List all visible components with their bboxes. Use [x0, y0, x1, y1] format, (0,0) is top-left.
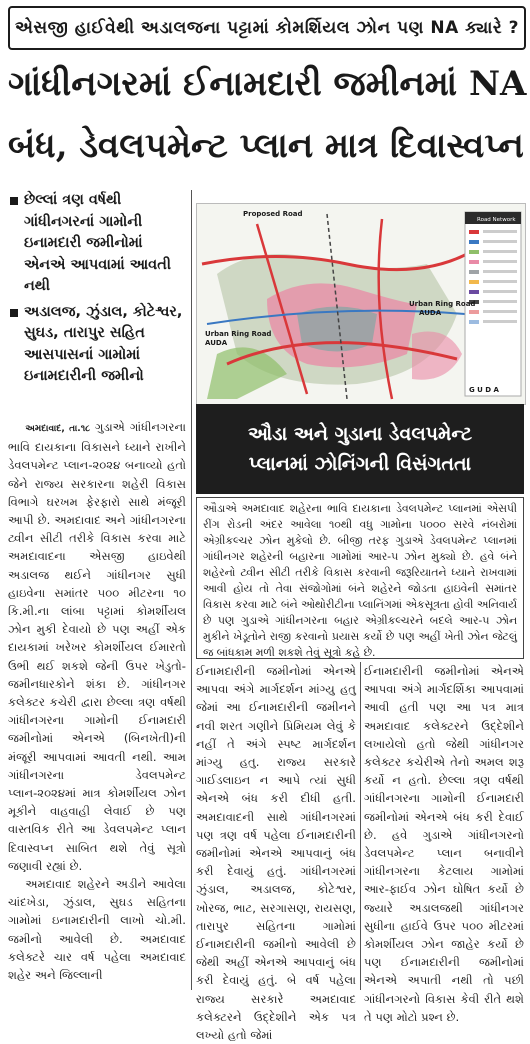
inset-article-box: ઔડાએ અમદાવાદ શહેરના ભાવિ દાયકાના ડેવલપમેન્ટ પ્લાનમાં એસપી રીંગ રોડની અંદર આવેલા ૧૦થી વધુ ગામોના ૫૦૦૦ સરવે નંબરોમાં એગ્રીકલ્ચર ઝોન મુકેલો છે. બીજી તરફ ગુડાએ ડેવલપમેન્ટ પ્લાનમાં ગાંધીનગર શહેરની બહારના ગામોમાં આર-૫ ઝોન મુક્યો છે. હવે બંને શહેરનો ટ્વીન સીટી તરીકે વિકાસ કરવાની જરૂરિયાતને ધ્યાને રાખવામાં આવી હોય તો તેવા સંજોગોમાં બંને શહેરને જોડતા હાઇવેની સમાંતર વિકાસ કરવા માટે બંને ઓથોરીટીના પ્લાનિંગમાં એકસૂત્રતા હોવી અનિવાર્ય છે પણ ગુડાએ ગાંધીનગરના બહાર એગ્રીકલ્ચરને બદલે આર-૫ ઝોન મુકીને ખેડૂતોને રાજી કરવાનો પ્રયાસ કર્યો છે પણ અહીં ખેતી ઝોન જેટલું જ બાંધકામ મળી શકશે તેવું સૂત્રો કહે છે.: [196, 497, 524, 659]
article-paragraph: અમદાવાદ શહેરને અડીને આવેલા ચાંદખેડા, ઝુંડાલ, સુઘડ સહિતના ગામોમાં ઇનામદારીની લાખો ચો.મી. જમીનો આવેલી છે. અમદાવાદ કલેક્ટરે ચાર વર્ષ પહેલા અમદાવાદ શહેર અને જિલ્લાની: [8, 877, 186, 983]
article-paragraph: ઈનામદારીની જમીનોમાં એનએ આપવા અંગે માર્ગદર્શન માંગ્યુ હતુ જેમાં આ ઈનામદારીની જમીનને નવી શરત ગણીને પ્રિમિયમ લેવું કે નહીં તે અંગે સ્પષ્ટ માર્ગદર્શન માંગ્યુ હતુ. રાજ્ય સરકારે ગાઈડલાઇન ન આપે ત્યાં સુધી એનએ બંધ કરી દીધી હતી. અમદાવાદની સાથે ગાંધીનગરમાં પણ ત્રણ વર્ષ પહેલા ઈનામદારીની જમીનોમાં એનએ આપવાનું બંધ કરી દેવાયું હતું. ગાંધીનગરમાં ઝુંડાલ, અડાલજ, કોટેશ્વર, ખોરજ, ભાટ, સરગાસણ, રાયસણ, તારાપુર સહિતના ગામોમાં ઈનામદારીની જમીનો આવેલી છે જેથી અહીં એનએ આપવાનું બંધ કરી દેવાયું હતું. બે વર્ષ પહેલા રાજ્ય સરકારે અમદાવાદ કલેક્ટરને ઉદ્દેશીને એક પત્ર લખ્યો હતો જેમાં: [196, 664, 356, 1043]
article-paragraph: ઈનામદારીની જમીનોમાં એનએ આપવા અંગે માર્ગદર્શિકા આપવામાં આવી હતી પણ આ પત્ર માત્ર અમદાવાદ કલેક્ટરને ઉદ્દેશીને લખાયેલો હતો જેથી ગાંધીનગર કલેક્ટર કચેરીએ તેનો અમલ શરૂ કર્યો ન હતો. છેલ્લા ત્રણ વર્ષથી ગાંધીનગરના ગામોની ઈનામદારી જમીનોમાં એનએ બંધ કરી દેવાઈ છે. હવે ગુડાએ ગાંધીનગરનો ડેવલપમેન્ટ પ્લાન બનાવીને ગાંધીનગરના કેટલાય ગામોમાં આર-ફાઈવ ઝોન ઘોષિત કર્યો છે જ્યારે અડાલજથી ગાંધીનગર સુધીના હાઈવે ઉપર ૫૦૦ મીટરમાં કોમર્શીયલ ઝોન જાહેર કર્યો છે પણ ઈનામદારીની જમીનોમાં એનએ અપાતી નથી તો પછી ગાંધીનગરનો વિકાસ કેવી રીતે થશે તે પણ મોટો પ્રશ્ન છે.: [364, 664, 524, 1024]
bullet-points: [8, 190, 186, 392]
column-divider: [191, 190, 192, 990]
article-column-1: [8, 418, 186, 990]
banner-line2: પ્લાનમાં ઝોનિંગની વિસંગતતા: [248, 453, 472, 475]
development-plan-map: [196, 203, 526, 405]
dateline: અમદાવાદ, તા.૧૮: [25, 424, 91, 434]
banner-line1: ઔડા અને ગુડાના ડેવલપમેન્ટ: [247, 423, 473, 445]
map-urban-ring-road-label: Urban Ring Road: [409, 300, 476, 308]
square-bullet-icon: [10, 309, 18, 317]
map-proposed-road-label: Proposed Road: [243, 210, 303, 218]
column-divider: [360, 662, 361, 990]
kicker-headline: એસજી હાઈવેથી અડાલજના પટ્ટામાં કોમર્શિયલ ઝોન પણ NA ક્યારે ?: [8, 6, 526, 50]
map-auda-label: AUDA: [419, 309, 442, 317]
main-headline-line2: બંધ, ડેવલપમેન્ટ પ્લાન માત્ર દિવાસ્વપ્ન: [8, 126, 524, 166]
bullet-item: [8, 190, 186, 298]
sub-headline-banner: [196, 404, 524, 494]
map-guda-label: G U D A: [469, 386, 499, 394]
article-paragraph: ગુડાએ ગાંધીનગરના ભાવિ દાયકાના વિકાસને ધ્યાને રાખીને ડેવલપમેન્ટ પ્લાન-૨૦૨૪ બનાવ્યો હતો જેને રાજ્ય સરકારના શહેરી વિકાસ વિભાગે ઘરખમ ફેરફારો સાથે મંજૂરી આપી છે. અમદાવાદ અને ગાંધીનગરના ટ્વીન સીટી તરીકે વિકાસ કરવા માટે અમદાવાદના એસજી હાઇવેથી અડાલજ થઈને ગાંધીનગર સુધી હાઇવેના સમાંતર ૫૦૦ મીટરના ૧૦ કિ.મી.ના લાંબા પટ્ટામાં કોમર્શીયલ ઝોન મુકી દેવાયો છે પણ અહીં એક દાયકામાં ખરેખર કોમર્શીયલ ઈમારતો ઉભી થઈ શકશે જેની ઉપર ખેડુતો-જમીનધારકોને શંકા છે. ગાંધીનગર કલેક્ટર કચેરી દ્વારા છેલ્લા ત્રણ વર્ષથી ગાંધીનગરના ગામોની ઈનામદારી જમીનોમાં એનએ (બિનખેતી)ની મંજૂરી આપવામાં આવતી નથી. આમ ગાંધીનગરના ડેવલપમેન્ટ પ્લાન-૨૦૨૪માં માત્ર કોમર્શીયલ ઝોન મૂકીને વાહવાહી લેવાઈ છે પણ વાસ્તવિક રીતે આ ડેવલપમેન્ટ પ્લાન દિવાસ્વપ્ન સાબિત થશે તેવું સૂત્રો જણાવી રહ્યાં છે.: [8, 420, 186, 873]
article-column-3: [364, 662, 524, 1024]
square-bullet-icon: [10, 197, 18, 205]
map-road-network-label: Road Network: [477, 217, 516, 223]
map-illustration: [197, 204, 525, 404]
bullet-text: અડાલજ, ઝુંડાલ, કોટેશ્વર, સુઘડ, તારાપુર સહિત આસપાસનાં ગામોમાં ઇનામદારીની જમીનો: [24, 303, 183, 384]
map-auda-label: AUDA: [205, 339, 228, 347]
bullet-item: [8, 302, 186, 388]
article-column-2: [196, 662, 356, 1043]
main-headline-line1: ગાંધીનગરમાં ઈનામદારી જમીનમાં NA: [8, 64, 527, 104]
bullet-text: છેલ્લાં ત્રણ વર્ષથી ગાંધીનગરનાં ગામોની ઇનામદારી જમીનોમાં એનએ આપવામાં આવતી નથી: [24, 192, 171, 294]
map-urban-ring-road-label: Urban Ring Road: [205, 330, 272, 338]
